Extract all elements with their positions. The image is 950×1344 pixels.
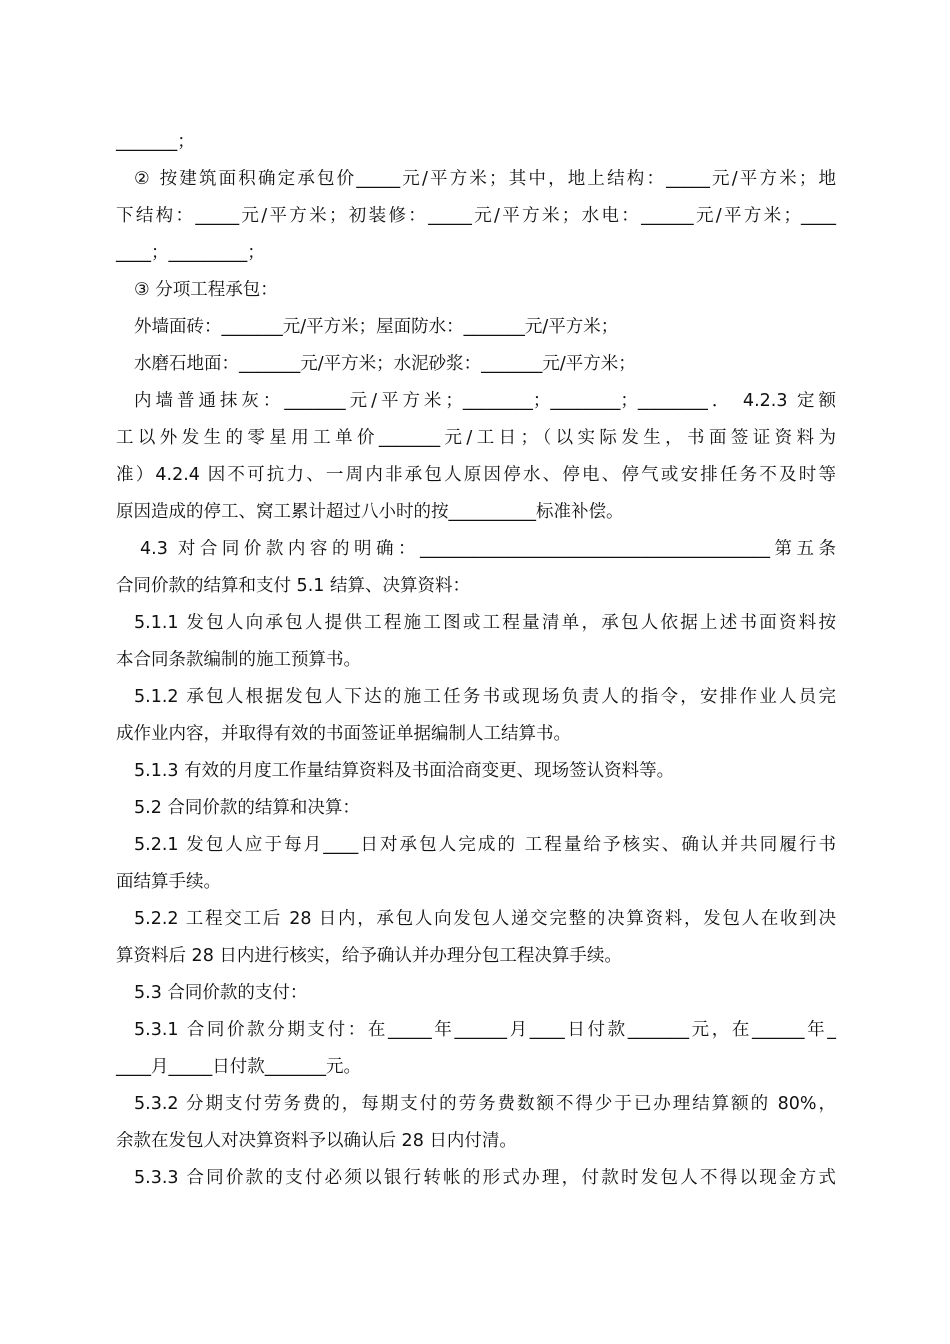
document-line: 算资料后 28 日内进行核实，给予确认并办理分包工程决算手续。 [116, 946, 622, 966]
document-line: 4.3 对合同价款内容的明确：________________________________________第五条 [140, 539, 836, 559]
document-line: ③ 分项工程承包： [134, 280, 278, 300]
document-line: 5.3.1 合同价款分期支付：在_____年______月____日付款_______元，在______年_ [134, 1020, 836, 1040]
document-line: 水磨石地面：_______元/平方米；水泥砂浆：_______元/平方米； [134, 354, 636, 374]
document-line: 5.2.1 发包人应于每月____日对承包人完成的 工程量给予核实、确认并共同履行书 [134, 835, 836, 855]
document-line: 工以外发生的零星用工单价_______元/工日；（以实际发生，书面签证资料为 [116, 428, 836, 448]
document-body [116, 124, 836, 1197]
document-line: 成作业内容，并取得有效的书面签证单据编制人工结算书。 [116, 724, 571, 744]
document-line: 5.3.2 分期支付劳务费的，每期支付的劳务费数额不得少于已办理结算额的 80%， [134, 1094, 836, 1114]
document-line: 内墙普通抹灰：_______元/平方米；________；________；________． 4.2.3 定额 [134, 391, 836, 411]
document-line: 5.3.3 合同价款的支付必须以银行转帐的形式办理，付款时发包人不得以现金方式 [134, 1168, 836, 1188]
document-line: 准）4.2.4 因不可抗力、一周内非承包人原因停水、停电、停气或安排任务不及时等 [116, 465, 836, 485]
document-line: ____月_____日付款_______元。 [116, 1057, 361, 1077]
document-line: 余款在发包人对决算资料予以确认后 28 日内付清。 [116, 1131, 517, 1151]
document-line: 5.1.3 有效的月度工作量结算资料及书面洽商变更、现场签认资料等。 [134, 761, 675, 781]
document-line: 5.2.2 工程交工后 28 日内，承包人向发包人递交完整的决算资料，发包人在收到决 [134, 909, 836, 929]
document-line: _______； [116, 132, 195, 152]
document-line: 原因造成的停工、窝工累计超过八小时的按__________标准补偿。 [116, 502, 624, 522]
document-line: 5.3 合同价款的支付： [134, 983, 308, 1003]
document-line: 5.1.2 承包人根据发包人下达的施工任务书或现场负责人的指令，安排作业人员完 [134, 687, 836, 707]
document-line: 面结算手续。 [116, 872, 221, 892]
document-line: ② 按建筑面积确定承包价_____元/平方米；其中，地上结构：_____元/平方米；地 [134, 169, 836, 189]
document-line: 合同价款的结算和支付 5.1 结算、决算资料： [116, 576, 470, 596]
document-line: ____；_________； [116, 243, 265, 263]
document-line: 下结构：_____元/平方米；初装修：_____元/平方米；水电：______元/平方米；____ [116, 206, 836, 226]
document-line: 外墙面砖：_______元/平方米；屋面防水：_______元/平方米； [134, 317, 619, 337]
document-line: 本合同条款编制的施工预算书。 [116, 650, 361, 670]
document-line: 5.1.1 发包人向承包人提供工程施工图或工程量清单，承包人依据上述书面资料按 [134, 613, 836, 633]
document-line: 5.2 合同价款的结算和决算： [134, 798, 360, 818]
